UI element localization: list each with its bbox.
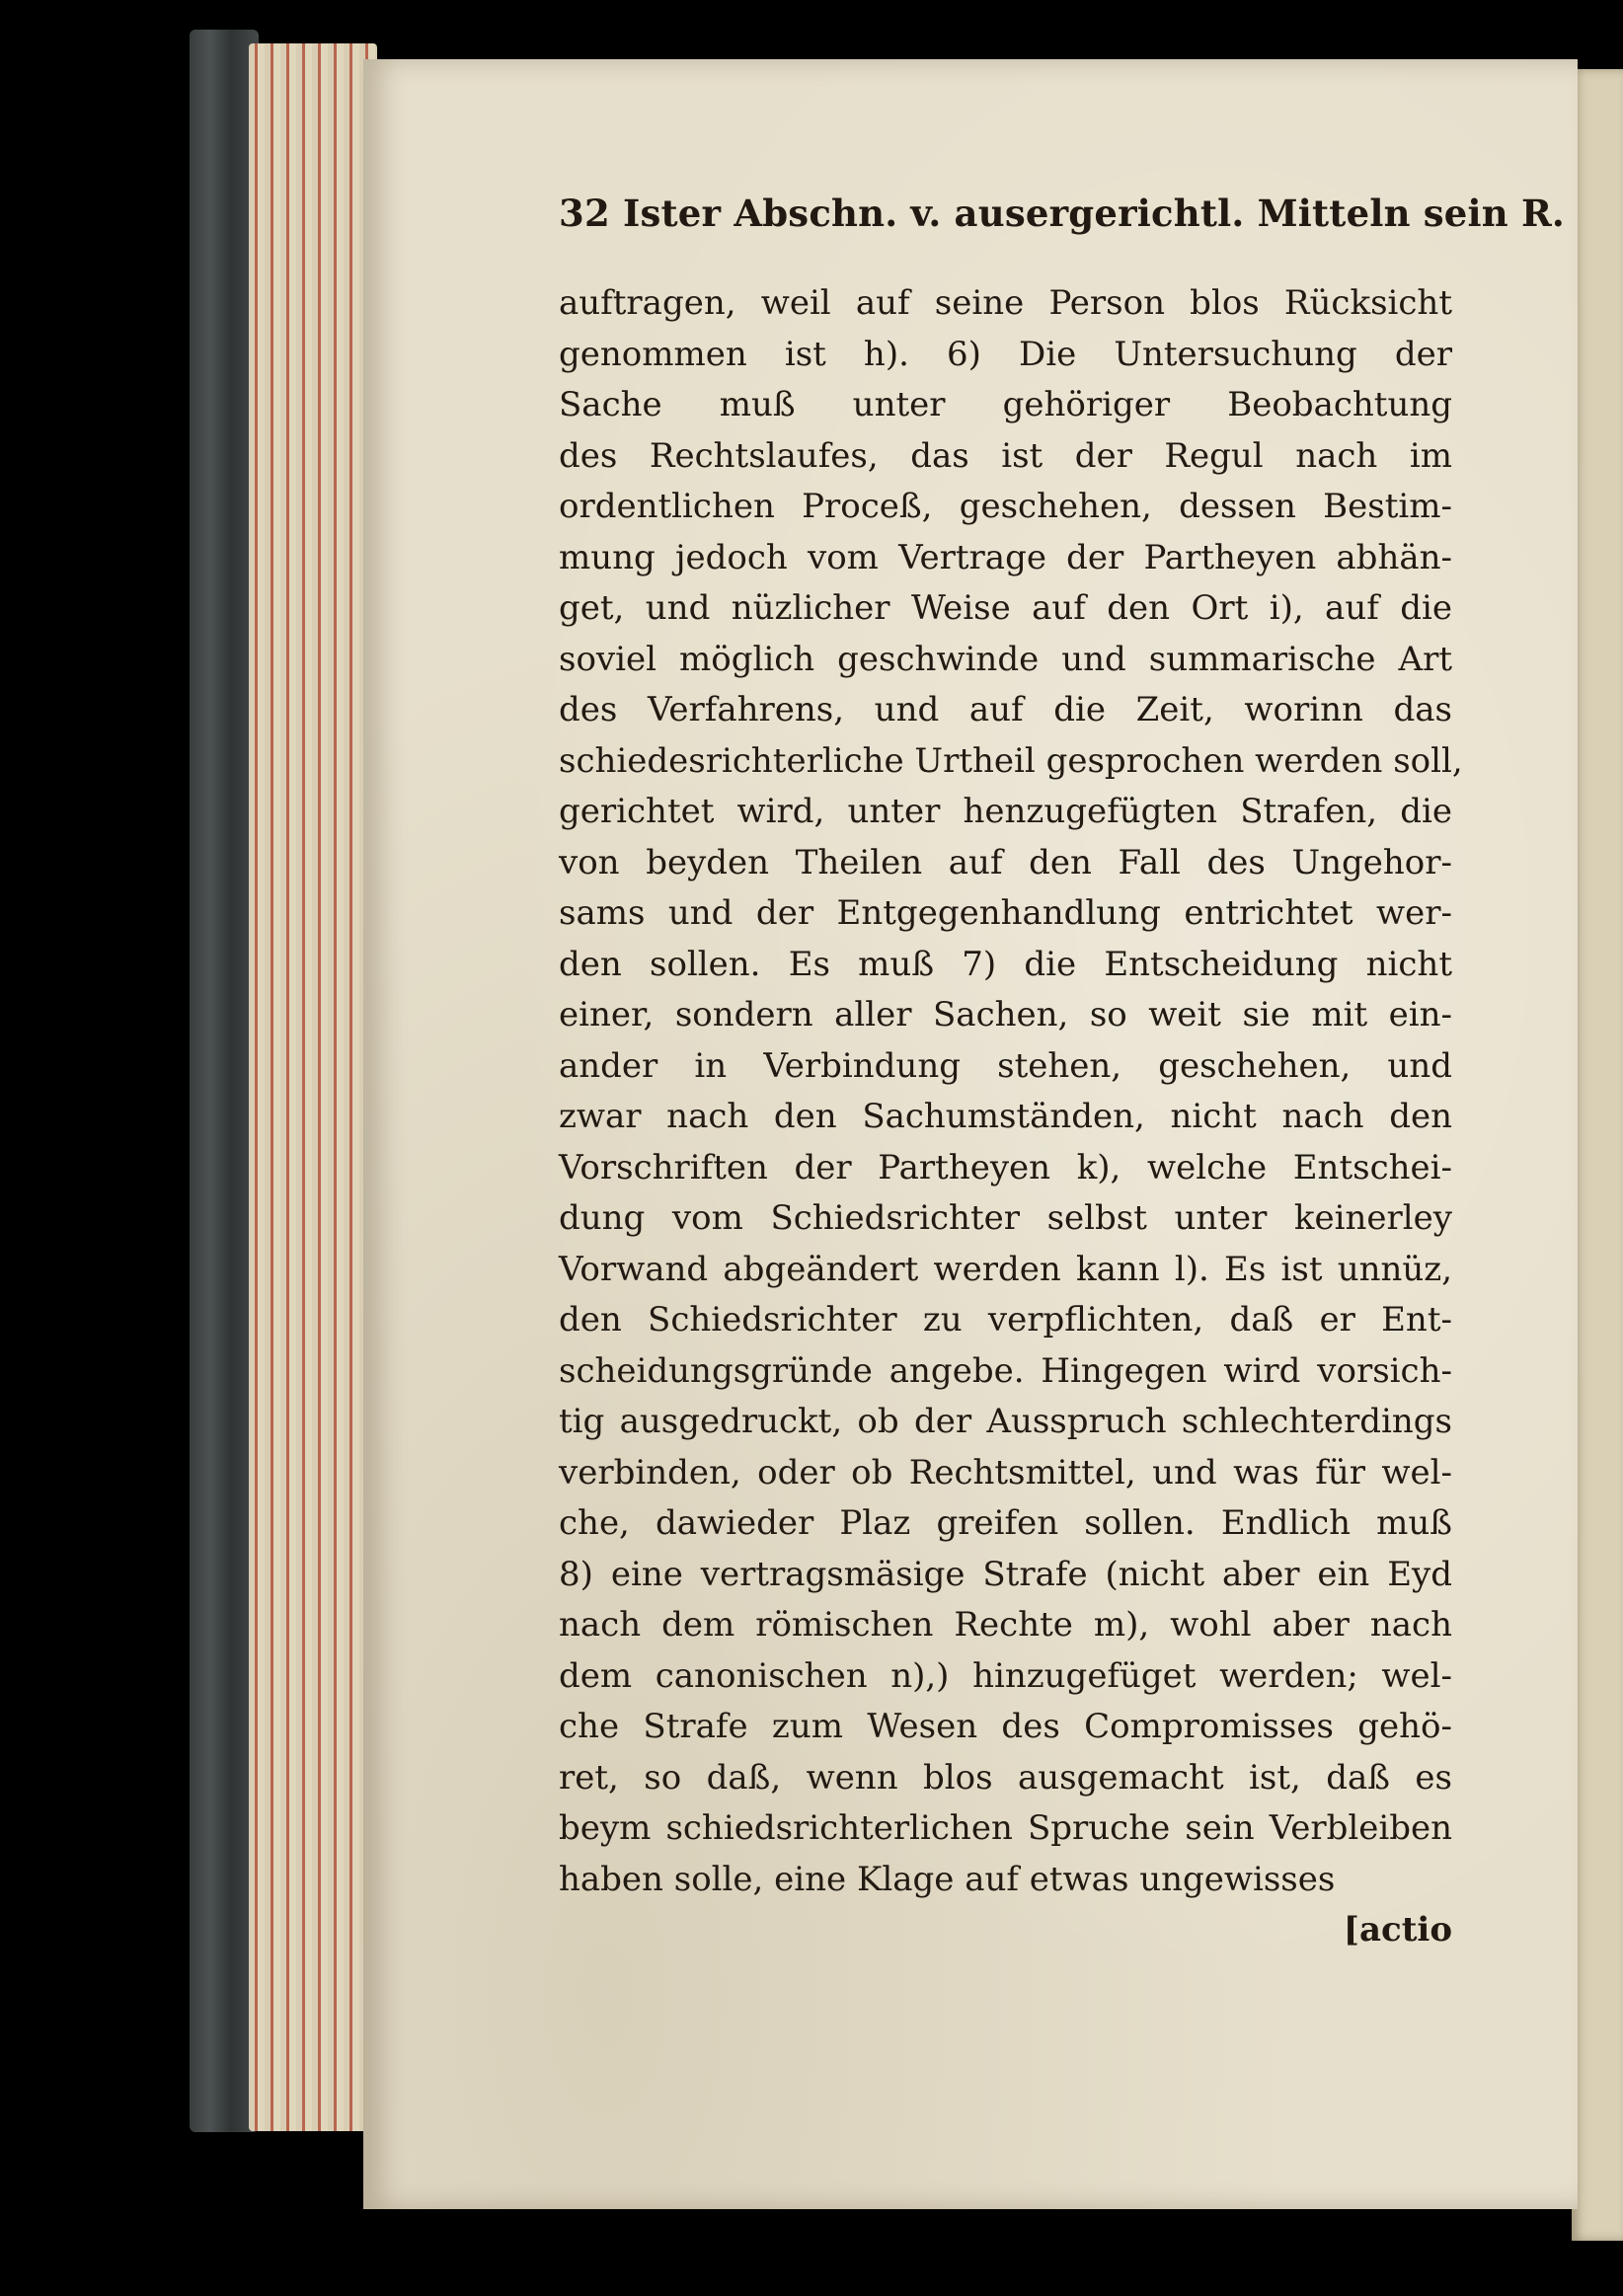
text-line: get, und nüzlicher Weise auf den Ort i), auf die xyxy=(559,588,1452,628)
text-line: nach dem römischen Rechte m), wohl aber nach xyxy=(559,1605,1452,1645)
text-line: dem canonischen n),) hinzugefüget werden; wel- xyxy=(559,1655,1452,1696)
text-line: des Verfahrens, und auf die Zeit, worinn das xyxy=(559,690,1452,729)
text-line: Vorschriften der Partheyen k), welche Entschei- xyxy=(559,1147,1452,1187)
catchword: [actio xyxy=(1343,1910,1452,1950)
text-line: 8) eine vertragsmäsige Strafe (nicht aber ein Eyd xyxy=(559,1554,1452,1594)
text-line: auftragen, weil auf seine Person blos Rücksicht xyxy=(559,283,1452,323)
text-line: dung vom Schiedsrichter selbst unter keinerley xyxy=(559,1198,1452,1238)
text-line: zwar nach den Sachumständen, nicht nach den xyxy=(559,1097,1452,1136)
text-line: che, dawieder Plaz greifen sollen. Endlich muß xyxy=(559,1503,1452,1543)
text-line: sams und der Entgegenhandlung entrichtet wer- xyxy=(559,893,1452,933)
text-line: ander in Verbindung stehen, geschehen, und xyxy=(559,1045,1452,1086)
text-line: des Rechtslaufes, das ist der Regul nach im xyxy=(559,435,1452,476)
text-line: mung jedoch vom Vertrage der Partheyen abhän- xyxy=(559,537,1452,577)
text-line: ret, so daß, wenn blos ausgemacht ist, daß es xyxy=(559,1757,1452,1798)
text-line: ordentlichen Proceß, geschehen, dessen Bestim- xyxy=(559,487,1452,526)
page-stack-edges xyxy=(249,43,377,2131)
text-line: scheidungsgründe angebe. Hingegen wird vorsich- xyxy=(559,1350,1452,1391)
text-line: haben solle, eine Klage auf etwas ungewisses xyxy=(559,1859,1336,1899)
text-line: gerichtet wird, unter henzugefügten Strafen, die xyxy=(559,792,1452,831)
text-line: den sollen. Es muß 7) die Entscheidung nicht xyxy=(559,944,1452,984)
text-line: verbinden, oder ob Rechtsmittel, und was für wel- xyxy=(559,1452,1452,1492)
running-head: 32 Ister Abschn. v. ausergerichtl. Mitteln sein R. xyxy=(559,191,1566,235)
text-line: Vorwand abgeändert werden kann l). Es ist unnüz, xyxy=(559,1249,1452,1289)
text-line: Sache muß unter gehöriger Beobachtung xyxy=(559,385,1452,424)
text-line: einer, sondern aller Sachen, so weit sie mit ein- xyxy=(559,995,1452,1034)
text-line: tig ausgedruckt, ob der Ausspruch schlechterdings xyxy=(559,1402,1452,1441)
facing-page-edge xyxy=(1572,69,1623,2241)
text-line: che Strafe zum Wesen des Compromisses gehö- xyxy=(559,1707,1452,1746)
text-line: von beyden Theilen auf den Fall des Ungehor- xyxy=(559,842,1452,882)
text-line: soviel möglich geschwinde und summarische Art xyxy=(559,639,1452,679)
text-line: beym schiedsrichterlichen Spruche sein Verbleiben xyxy=(559,1808,1452,1848)
body-text xyxy=(559,278,1463,1905)
page-text xyxy=(559,184,1566,1955)
text-line: genommen ist h). 6) Die Untersuchung der xyxy=(559,334,1452,374)
text-line: schiedesrichterliche Urtheil gesprochen werden soll, xyxy=(559,740,1463,781)
text-line: den Schiedsrichter zu verpflichten, daß er Ent- xyxy=(559,1300,1452,1339)
